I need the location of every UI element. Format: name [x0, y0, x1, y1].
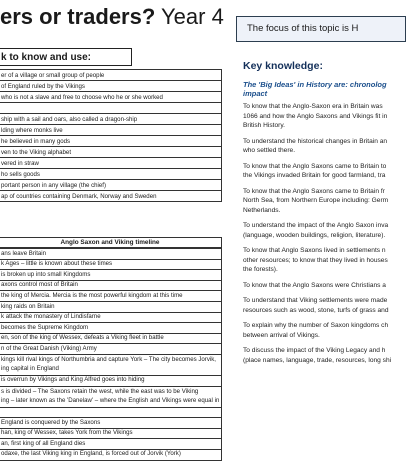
timeline-row — [0, 301, 222, 312]
timeline-row — [0, 386, 222, 407]
vocab-definition: lding where monks live — [0, 125, 222, 136]
key-knowledge-line: Netherlands. — [243, 206, 281, 214]
timeline-event — [0, 333, 222, 344]
timeline-row — [0, 249, 222, 260]
key-knowledge-line: other resources; to know that they lived in houses — [243, 256, 388, 264]
key-knowledge-line: the forests). — [243, 266, 278, 273]
key-knowledge-title: Key knowledge: — [243, 60, 323, 72]
timeline-event-line: n of the Great Danish (Viking) Army — [1, 344, 97, 352]
key-knowledge-item — [243, 296, 403, 315]
vocab-table — [0, 69, 222, 202]
subtitle-line: impact — [243, 89, 268, 98]
key-knowledge-item — [243, 137, 403, 156]
timeline-event — [0, 354, 222, 375]
timeline-event-line: ans leave Britain — [1, 249, 47, 257]
vocab-definition: ven to the Viking alphabet — [0, 147, 222, 158]
key-knowledge-item — [243, 246, 403, 275]
vocab-definition: of England ruled by the Vikings — [0, 81, 222, 92]
vocab-definition: ship with a sail and oars, also called a dragon-ship — [0, 114, 222, 125]
key-knowledge-line: (place names, language, trade, resources, long shi — [243, 356, 392, 364]
title-year: Year 4 — [161, 4, 224, 29]
vocab-row — [0, 103, 222, 114]
key-knowledge-line: resources such as wood, stone, turfs of grass and — [243, 306, 389, 314]
vocab-row — [0, 136, 222, 147]
key-knowledge-line: (language, wooden buildings, religion, literature). — [243, 231, 386, 239]
vocab-row — [0, 125, 222, 136]
key-knowledge-item — [243, 346, 403, 365]
key-knowledge-subtitle — [243, 80, 403, 102]
timeline-event — [0, 249, 222, 260]
timeline-event — [0, 407, 222, 418]
timeline-event-line: the king of Mercia. Mercia is the most powerful kingdom at this time — [1, 291, 183, 299]
key-knowledge-line: 1066 and how the Anglo Saxons and Vikings fit in — [243, 112, 388, 120]
vocab-definition — [0, 103, 222, 114]
vocab-definition: er of a village or small group of people — [0, 70, 222, 81]
timeline-event-line: odaxe, the last Viking king in England, is forced out of Jorvik (York) — [1, 450, 181, 458]
timeline-row — [0, 291, 222, 302]
page-title — [0, 4, 224, 30]
key-knowledge-item — [243, 281, 403, 291]
timeline-row — [0, 344, 222, 355]
timeline-event-line: king raids on Britain — [1, 302, 55, 310]
timeline-row — [0, 259, 222, 270]
vocab-definition: portant person in any village (the chief) — [0, 180, 222, 191]
timeline-event-line: is overrun by Vikings and King Alfred goes into hiding — [1, 376, 145, 384]
timeline-event — [0, 428, 222, 439]
vocab-definition: ap of countries containing Denmark, Norway and Sweden — [0, 191, 222, 202]
key-knowledge-item — [243, 321, 403, 340]
timeline-event-line: kings kill rival kings of Northumbria and capture York – The city becomes Jorvik, — [1, 356, 216, 364]
timeline-row — [0, 418, 222, 429]
timeline-row — [0, 333, 222, 344]
key-knowledge-line: To discuss the impact of the Viking Legacy and h — [243, 347, 386, 354]
timeline-row — [0, 323, 222, 334]
vocab-row — [0, 191, 222, 202]
vocab-row — [0, 158, 222, 169]
timeline-event-line: k Ages – little is known about these times — [1, 260, 113, 268]
timeline-event-line: han, king of Wessex, takes York from the Vikings — [1, 429, 133, 437]
focus-box — [236, 16, 406, 42]
key-knowledge-line: To explain why the number of Saxon kingdoms ch — [243, 322, 389, 329]
vocab-row — [0, 70, 222, 81]
timeline-title: Anglo Saxon and Viking timeline — [0, 237, 222, 248]
timeline-row — [0, 439, 222, 450]
timeline-event-line: England is conquered by the Saxons — [1, 418, 101, 426]
vocab-row — [0, 147, 222, 158]
key-knowledge-line: To understand the historical changes in Britain an — [243, 137, 388, 145]
vocab-row — [0, 180, 222, 191]
key-knowledge-line: To know that the Anglo Saxons came to Britain to — [243, 162, 387, 170]
timeline-table — [0, 248, 222, 461]
timeline-row — [0, 270, 222, 281]
key-knowledge-line: To know that Anglo Saxons lived in settlements n — [243, 247, 386, 254]
timeline-event — [0, 386, 222, 407]
timeline-event-line: k attack the monastery of Lindisfarne — [1, 313, 101, 321]
timeline-event-line: ing capital in England — [1, 364, 59, 372]
key-knowledge-line: the Vikings invaded Britain for good farmland, tra — [243, 172, 386, 179]
timeline-row — [0, 280, 222, 291]
timeline-event-line: axons control most of Britain — [1, 281, 78, 289]
timeline-event-line: is broken up into small Kingdoms — [1, 270, 91, 278]
timeline-event — [0, 439, 222, 450]
timeline-row — [0, 428, 222, 439]
key-knowledge-line: To know that the Anglo-Saxon era in Britain was — [243, 103, 383, 110]
timeline-event — [0, 291, 222, 302]
key-knowledge-line: To understand the impact of the Anglo Saxon inva — [243, 222, 389, 229]
timeline-event — [0, 449, 222, 460]
focus-text: The focus of this topic is H — [247, 23, 359, 34]
vocab-row — [0, 81, 222, 92]
timeline-event — [0, 280, 222, 291]
key-knowledge-item — [243, 162, 403, 181]
key-knowledge-line: North Sea, from Northern Europe including: Germ — [243, 197, 389, 204]
key-knowledge-item — [243, 221, 403, 240]
timeline-event-line: en, son of the king of Wessex, defeats a Viking fleet in battle — [1, 334, 164, 342]
key-knowledge-line: British History. — [243, 122, 286, 129]
timeline-row — [0, 407, 222, 418]
timeline-event — [0, 418, 222, 429]
vocab-row — [0, 92, 222, 103]
timeline-row — [0, 354, 222, 375]
key-knowledge-line: To know that the Anglo Saxons came to Britain fr — [243, 187, 385, 195]
key-knowledge-line: To understand that Viking settlements were made — [243, 297, 388, 304]
vocab-definition: who is not a slave and free to choose who he or she worked — [0, 92, 222, 103]
vocab-definition: vered in straw — [0, 158, 222, 169]
timeline-event — [0, 301, 222, 312]
timeline-event — [0, 270, 222, 281]
vocab-heading: k to know and use: — [0, 48, 132, 66]
timeline-event — [0, 344, 222, 355]
timeline-row — [0, 375, 222, 386]
vocab-definition: he believed in many gods — [0, 136, 222, 147]
key-knowledge-item — [243, 187, 403, 216]
timeline-event — [0, 323, 222, 334]
timeline-row — [0, 449, 222, 460]
vocab-row — [0, 169, 222, 180]
timeline-event-line: s is divided – The Saxons retain the west, while the east was to be Viking — [1, 388, 199, 396]
timeline-event-line: becomes the Supreme Kingdom — [1, 323, 89, 331]
key-knowledge-section — [243, 58, 403, 371]
timeline-event — [0, 259, 222, 270]
timeline-row — [0, 312, 222, 323]
key-knowledge-line: between arrival of Vikings. — [243, 331, 320, 339]
key-knowledge-line: To know that the Anglo Saxons were Christians a — [243, 281, 386, 289]
timeline-event-line: ing – later known as the 'Danelaw' – where the English and Vikings were equal in — [1, 396, 220, 404]
timeline-event-line: an, first king of all England dies — [1, 439, 86, 447]
timeline-event — [0, 312, 222, 323]
vocab-definition: ho sells goods — [0, 169, 222, 180]
key-knowledge-line: who settled there. — [243, 147, 296, 154]
title-main: ers or traders? — [0, 4, 156, 29]
subtitle-line: The 'Big Ideas' in History are: chronolog — [243, 80, 387, 89]
vocab-row — [0, 114, 222, 125]
timeline-event — [0, 375, 222, 386]
key-knowledge-item — [243, 102, 403, 131]
